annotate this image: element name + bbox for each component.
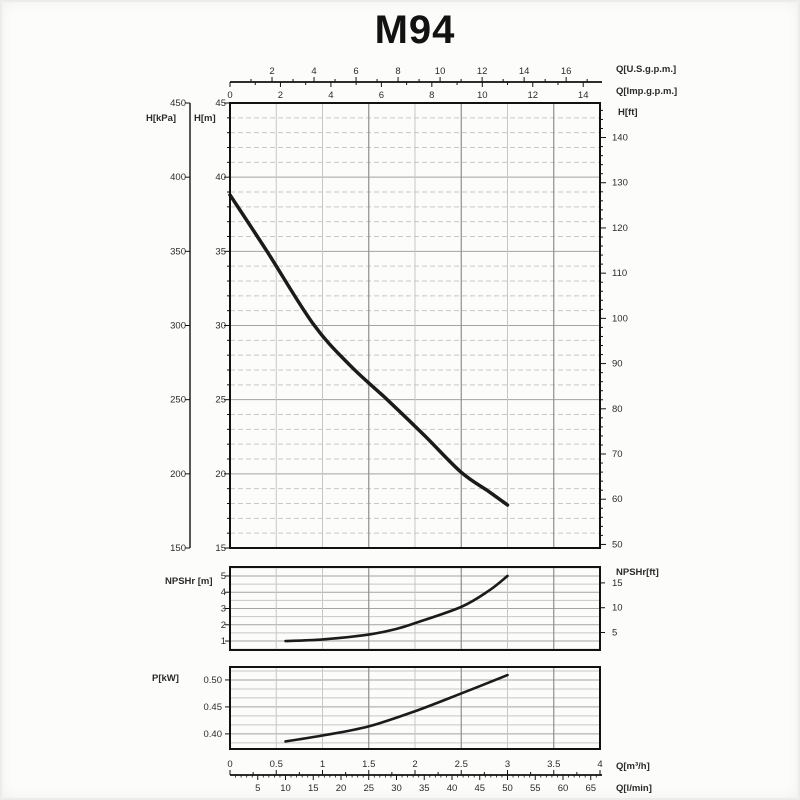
tick-label: 15: [307, 783, 319, 794]
tick-label: 45: [474, 783, 486, 794]
tick-label: 10: [612, 602, 623, 614]
tick-label: 120: [612, 222, 628, 234]
tick-label: 0.5: [269, 759, 283, 770]
tick-label: 30: [215, 320, 226, 332]
tick-label: 12: [527, 90, 539, 101]
tick-label: 0: [227, 759, 233, 770]
power-chart: [152, 667, 600, 749]
tick-label: 90: [612, 358, 623, 370]
tick-label: 5: [612, 627, 618, 639]
tick-label: 15: [215, 543, 226, 554]
tick-label: 150: [170, 543, 186, 554]
axis-title: Q[m³/h]: [616, 761, 650, 772]
tick-label: 40: [215, 172, 226, 184]
axis-title: H[ft]: [618, 107, 638, 118]
tick-label: 60: [557, 783, 569, 794]
tick-label: 14: [518, 66, 530, 77]
tick-label: 4: [328, 90, 334, 101]
tick-label: 2: [269, 66, 275, 77]
axis-title: NPSHr[ft]: [616, 567, 659, 578]
tick-label: 10: [477, 90, 488, 101]
tick-label: 1: [319, 759, 326, 770]
tick-label: 250: [170, 394, 186, 406]
axis-title: H[m]: [194, 113, 216, 124]
tick-label: 25: [215, 394, 226, 406]
tick-label: 450: [170, 98, 186, 109]
tick-label: 130: [612, 177, 628, 189]
tick-label: 140: [612, 132, 628, 144]
tick-label: 1: [220, 636, 226, 648]
tick-label: 25: [363, 783, 375, 794]
tick-label: 4: [597, 759, 603, 770]
tick-label: 12: [476, 66, 488, 77]
tick-label: 3: [504, 759, 511, 770]
power-curve: [286, 675, 508, 741]
tick-label: 350: [170, 246, 186, 258]
tick-label: 4: [311, 66, 317, 77]
tick-label: 45: [215, 98, 226, 109]
tick-label: 10: [434, 66, 446, 77]
tick-label: 4: [220, 587, 226, 599]
tick-label: 2.5: [454, 759, 468, 770]
tick-label: 0.50: [203, 674, 222, 686]
tick-label: 8: [395, 66, 401, 77]
tick-label: 6: [378, 90, 385, 101]
tick-label: 300: [170, 320, 186, 332]
tick-label: 2: [412, 759, 418, 770]
tick-label: 60: [612, 494, 623, 506]
tick-label: 16: [560, 66, 572, 77]
tick-label: 80: [612, 403, 623, 415]
head-chart: [146, 98, 638, 554]
tick-label: 0.40: [203, 728, 222, 740]
tick-label: 70: [612, 449, 623, 461]
tick-label: 65: [585, 783, 597, 794]
tick-label: 0: [227, 90, 233, 101]
tick-label: 50: [612, 539, 623, 551]
tick-label: 40: [446, 783, 458, 794]
axis-title: Q[U.S.g.p.m.]: [616, 64, 677, 75]
tick-label: 0.45: [203, 701, 222, 713]
tick-label: 35: [418, 783, 430, 794]
axis-title: P[kW]: [152, 673, 179, 684]
tick-label: 30: [391, 783, 402, 794]
tick-label: 5: [255, 783, 261, 794]
bottom-flow-axis: [227, 759, 652, 794]
axis-title: NPSHr [m]: [165, 576, 213, 587]
tick-label: 10: [280, 783, 291, 794]
npshr-chart: [165, 567, 659, 650]
tick-label: 15: [612, 577, 623, 589]
tick-label: 20: [215, 468, 226, 480]
tick-label: 55: [529, 783, 541, 794]
tick-label: 2: [277, 90, 284, 101]
tick-label: 2: [220, 619, 226, 631]
tick-label: 6: [353, 66, 359, 77]
axis-title: Q[Imp.g.p.m.]: [616, 86, 678, 97]
tick-label: 20: [335, 783, 347, 794]
tick-label: 3: [220, 603, 226, 615]
tick-label: 1.5: [362, 759, 376, 770]
tick-label: 35: [215, 246, 226, 258]
tick-label: 3.5: [547, 759, 561, 770]
axis-title: Q[l/min]: [616, 783, 652, 794]
axis-title: H[kPa]: [146, 113, 177, 124]
tick-label: 50: [502, 783, 513, 794]
tick-label: 14: [577, 90, 589, 101]
tick-label: 110: [612, 268, 628, 280]
tick-label: 200: [170, 468, 186, 480]
page-title: M94: [374, 8, 456, 52]
tick-label: 400: [170, 172, 186, 184]
tick-label: 100: [612, 313, 628, 325]
tick-label: 5: [220, 570, 226, 582]
tick-label: 8: [429, 90, 435, 101]
top-flow-axis: [227, 64, 677, 101]
